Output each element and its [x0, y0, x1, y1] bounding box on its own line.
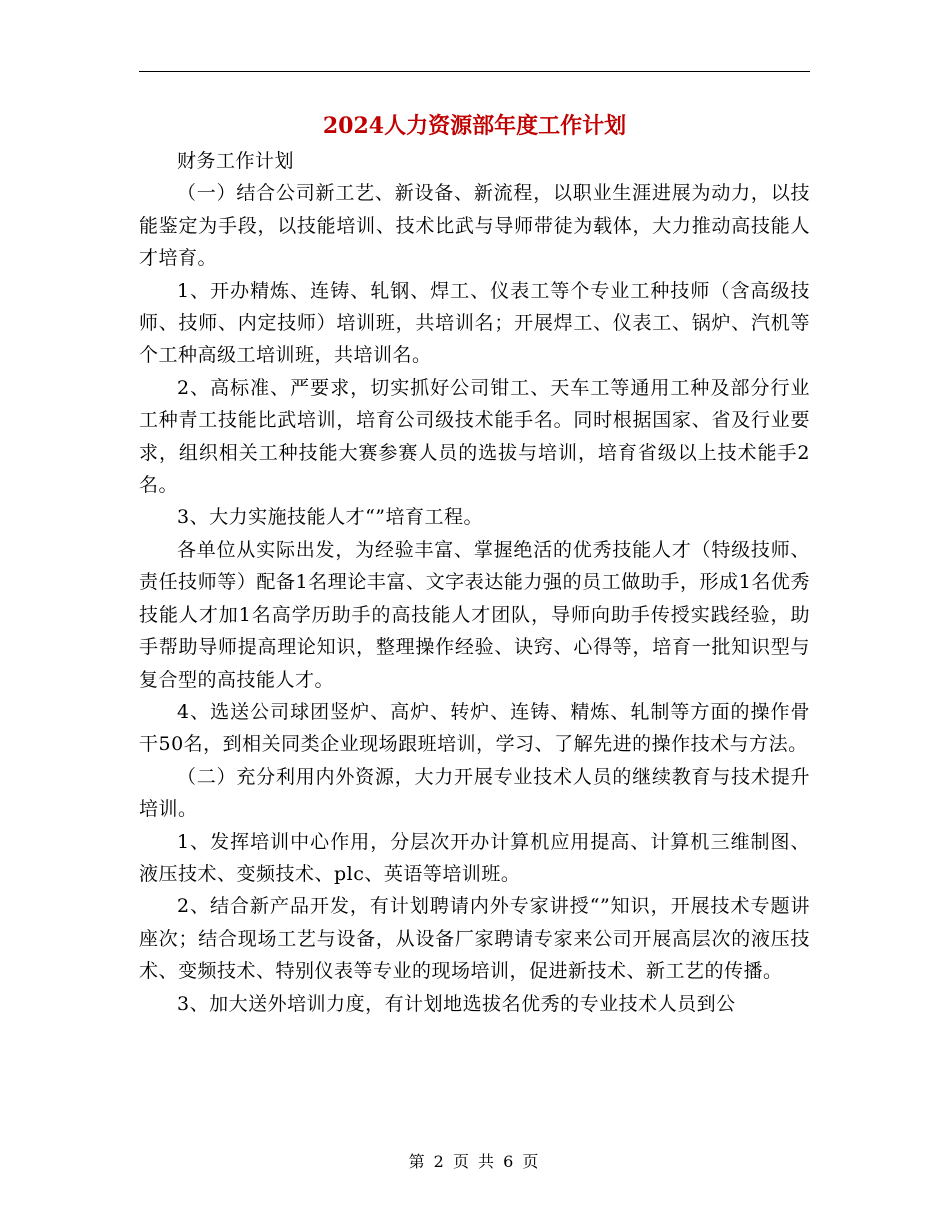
paragraph-section-2-item-3: 3、加大送外培训力度，有计划地选拔名优秀的专业技术人员到公	[177, 992, 736, 1015]
paragraph-section-2-item-2: 2、结合新产品开发，有计划聘请内外专家讲授“”知识，开展技术专题讲座次；结合现场工艺与设备，从设备厂家聘请专家来公司开展高层次的液压技术、变频技术、特别仪表等专业的现场培训，促进新技术、新工艺的传播。	[139, 895, 810, 983]
paragraph-item-3-detail: 各单位从实际出发，为经验丰富、掌握绝活的优秀技能人才（特级技师、责任技师等）配备1名理论丰富、文字表达能力强的员工做助手，形成1名优秀技能人才加1名高学历助手的高技能人才团队，导师向助手传授实践经验，助手帮助导师提高理论知识，整理操作经验、诀窍、心得等，培育一批知识型与复合型的高技能人才。	[139, 538, 810, 691]
paragraph-item-4: 4、选送公司球团竖炉、高炉、转炉、连铸、精炼、轧制等方面的操作骨干50名，到相关同类企业现场跟班培训，学习、了解先进的操作技术与方法。	[139, 700, 810, 756]
paragraph-section-2: （二）充分利用内外资源，大力开展专业技术人员的继续教育与技术提升培训。	[139, 765, 810, 821]
paragraph-item-3: 3、大力实施技能人才“”培育工程。	[177, 506, 484, 529]
page-number: 第 2 页 共 6 页	[408, 1152, 541, 1171]
header-rule	[139, 71, 810, 72]
paragraph-item-1: 1、开办精炼、连铸、轧钢、焊工、仪表工等个专业工种技师（含高级技师、技师、内定技师）培训班，共培训名；开展焊工、仪表工、锅炉、汽机等个工种高级工培训班，共培训名。	[139, 279, 810, 367]
paragraph-section-1: （一）结合公司新工艺、新设备、新流程，以职业生涯进展为动力，以技能鉴定为手段，以技能培训、技术比武与导师带徒为载体，大力推动高技能人才培育。	[139, 182, 810, 270]
paragraph-section-2-item-1: 1、发挥培训中心作用，分层次开办计算机应用提高、计算机三维制图、液压技术、变频技术、plc、英语等培训班。	[139, 830, 810, 885]
paragraph-item-2: 2、高标准、严要求，切实抓好公司钳工、天车工等通用工种及部分行业工种青工技能比武培训，培育公司级技术能手名。同时根据国家、省及行业要求，组织相关工种技能大赛参赛人员的选拔与培训，培育省级以上技术能手2名。	[139, 376, 810, 497]
document-body	[139, 145, 810, 1100]
document-title: 2024人力资源部年度工作计划	[322, 113, 627, 139]
paragraph-subtitle: 财务工作计划	[177, 150, 295, 172]
